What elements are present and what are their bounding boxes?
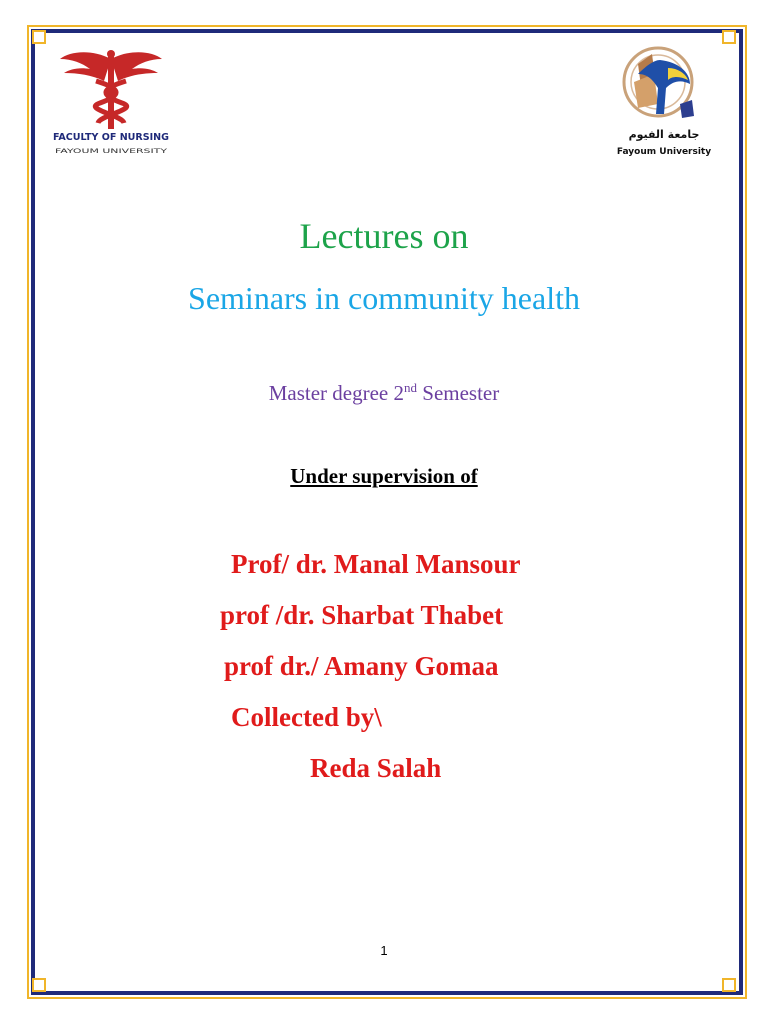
collected-by-label: Collected by\ bbox=[231, 702, 382, 732]
collector-name: Reda Salah bbox=[310, 753, 442, 783]
supervisor-name: prof dr./ Amany Gomaa bbox=[224, 651, 499, 681]
border-corner-ornament bbox=[722, 30, 736, 44]
faculty-of-nursing-logo bbox=[52, 45, 170, 160]
supervision-label: Under supervision of bbox=[290, 464, 478, 488]
border-corner-ornament bbox=[32, 30, 46, 44]
heading-course-title: Seminars in community health bbox=[188, 280, 580, 316]
logo-arabic-text: جامعة الفيوم bbox=[628, 128, 700, 141]
supervisor-name: Prof/ dr. Manal Mansour bbox=[231, 549, 521, 579]
logo-english-text: Fayoum University bbox=[616, 147, 712, 157]
ordinal-suffix: nd bbox=[404, 380, 418, 395]
page-border bbox=[31, 29, 743, 995]
semester-text: Semester bbox=[417, 381, 500, 405]
supervisor-name: prof /dr. Sharbat Thabet bbox=[220, 600, 504, 630]
border-corner-ornament bbox=[722, 978, 736, 992]
degree-semester-line bbox=[0, 380, 768, 406]
logo-faculty-text: FACULTY OF NURSING bbox=[53, 132, 170, 143]
fayoum-university-logo bbox=[608, 44, 723, 160]
logo-university-text: FAYOUM UNIVERSITY bbox=[55, 148, 168, 155]
border-corner-ornament bbox=[32, 978, 46, 992]
degree-text: Master degree 2 bbox=[268, 381, 405, 405]
page-number: 1 bbox=[380, 943, 388, 958]
heading-lectures-on: Lectures on bbox=[299, 216, 469, 256]
